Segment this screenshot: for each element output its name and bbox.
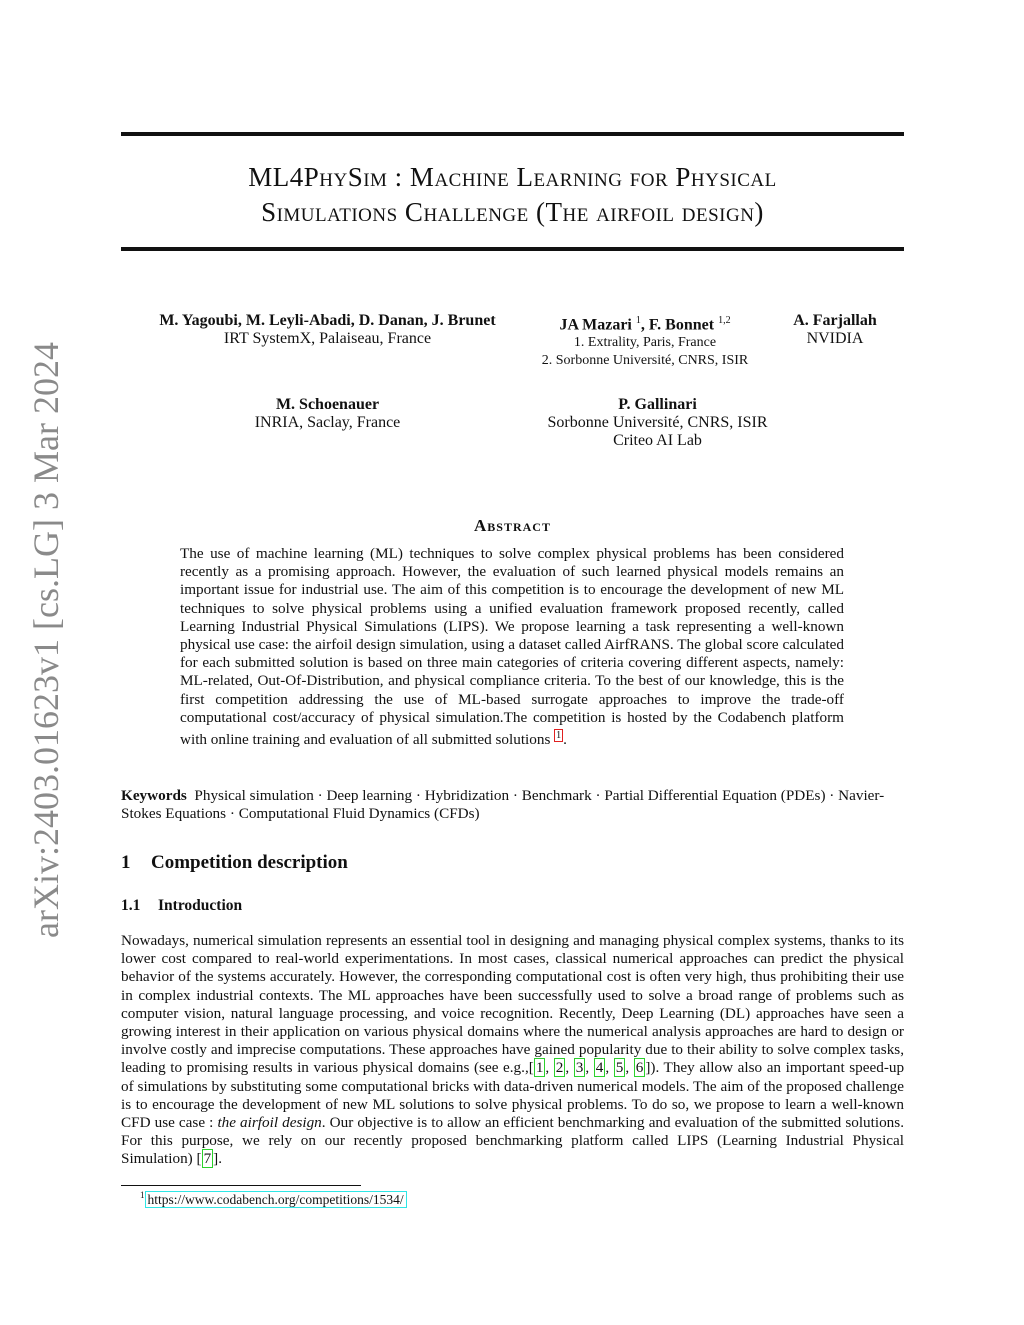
abstract-heading: Abstract xyxy=(474,516,551,535)
footnote-rule xyxy=(121,1185,361,1186)
abstract-body: The use of machine learning (ML) techniques to solve complex physical problems has been considered recently as a promising approach. However, the evaluation of such learned physical models remains an important issue for industrial use. The aim of this competition is to encourage the development of new ML techniques to solve physical problems using a unified evaluation framework proposed recently, called Learning Industrial Physical Simulations (LIPS). We propose learning a task representing a well-known physical use case: the airfoil design simulation, using a dataset called AirfRANS. The global score calculated for each submitted solution is based on three main categories of criteria covering different aspects, namely: ML-related, Out-Of-Distribution, and physical compliance criteria. To the best of our knowledge, this is the first competition addressing the use of ML-based surrogate approaches to improve the trade-off computational cost/accuracy of physical simulation.The competition is hosted by the Codabench platform with online training and evaluation of all submitted solutions $^1$ . xyxy=(180,545,844,749)
author-group-extrality xyxy=(520,312,770,370)
author-names: A. Farjallah xyxy=(793,312,877,329)
citation-link[interactable]: 7 xyxy=(203,1150,212,1168)
title-line-1: ML4PhySim : Machine Learning for Physical xyxy=(248,162,777,192)
footnote xyxy=(140,1190,407,1208)
author-affiliation: 1. Extrality, Paris, France xyxy=(573,335,717,351)
title-bottom-rule xyxy=(121,247,904,251)
keywords-text: Physical simulation · Deep learning · Hybridization · Benchmark · Partial Differential Equation (PDEs) · Navier-Stokes Equations · Computational Fluid Dynamics (CFDs) xyxy=(121,787,885,822)
author-names: M. Yagoubi, M. Leyli-Abadi, D. Danan, J. Brunet xyxy=(159,312,496,329)
author-affiliation: IRT SystemX, Palaiseau, France xyxy=(223,330,432,347)
subsection-heading: 1.1 Introduction xyxy=(121,897,243,914)
citation-link[interactable]: 6 xyxy=(635,1059,644,1077)
introduction-paragraph: Nowadays, numerical simulation represents an essential tool in designing and managing physical complex systems, thanks to its lower cost compared to real-world experimentations. In most cases, classical numerical approaches can predict the physical behavior of the systems accurately. However, the corresponding computational cost is often very high, thus prohibiting their use in complex industrial contexts. The ML approaches have been successfully used to solve a broad range of problems such as computer vision, natural language processing, and voice recognition. Recently, Deep Learning (DL) approaches have seen a growing interest in their application on various physical domains where the numerical analysis approaches are hard to design or involve costly and imprecise computations. These approaches have gained popularity due to their ability to solve complex tasks, leading to promising results in various physical domains (see e.g.,[ 1 , 2 , 3 , 4 , 5 , 6 ]). They allow also an important speed-up of simulations by substituting some computational bricks with data-driven numerical models. The aim of the proposed challenge is to encourage the development of new ML solutions to solve physical problems. To do so, we propose to learn a well-known CFD use case : the airfoil design. Our objective is to allow an efficient benchmarking and evaluation of the submitted solutions. For this purpose, we rely on our recently proposed benchmarking platform called LIPS (Learning Industrial Physical Simulation) [ 7 ]. xyxy=(121,932,905,1168)
author-group-sorbonne xyxy=(530,396,785,450)
citation-link[interactable]: 2 xyxy=(555,1059,564,1077)
footnote-ref-link[interactable]: 1 xyxy=(556,730,562,742)
citation-link[interactable]: 1 xyxy=(535,1059,544,1077)
footnote-mark: 1 xyxy=(140,1190,145,1200)
section-heading: 1 Competition description xyxy=(121,852,348,873)
author-group-inria xyxy=(225,396,430,432)
citation-link[interactable]: 4 xyxy=(595,1059,604,1077)
title-line-2: Simulations Challenge (The airfoil design) xyxy=(261,197,764,227)
author-affiliation: Criteo AI Lab xyxy=(613,432,702,449)
author-affiliation: NVIDIA xyxy=(806,330,864,347)
affiliation-superscript: 1,2 xyxy=(718,315,731,326)
keywords-label: Keywords xyxy=(121,787,187,804)
paper-title xyxy=(121,160,904,230)
author-affiliation: INRIA, Saclay, France xyxy=(254,414,401,431)
citation-link[interactable]: 3 xyxy=(575,1059,584,1077)
author-group-nvidia xyxy=(775,312,895,348)
footnote-url-link[interactable]: https://www.codabench.org/competitions/1534/ xyxy=(145,1191,407,1208)
author-names: P. Gallinari xyxy=(618,396,697,413)
author-names: M. Schoenauer xyxy=(275,396,380,413)
keywords xyxy=(121,787,904,823)
author-names: JA Mazari $^1$, F. Bonnet $^{1,2}$ xyxy=(559,315,731,334)
citation-link[interactable]: 5 xyxy=(615,1059,624,1077)
author-group-systemx xyxy=(140,312,515,348)
arxiv-stamp: arXiv:2403.01623v1 [cs.LG] 3 Mar 2024 xyxy=(26,342,66,938)
title-top-rule xyxy=(121,132,904,136)
affiliation-superscript: 1 xyxy=(635,315,641,326)
author-affiliation: 2. Sorbonne Université, CNRS, ISIR xyxy=(541,353,749,369)
author-affiliation: Sorbonne Université, CNRS, ISIR xyxy=(547,414,768,431)
